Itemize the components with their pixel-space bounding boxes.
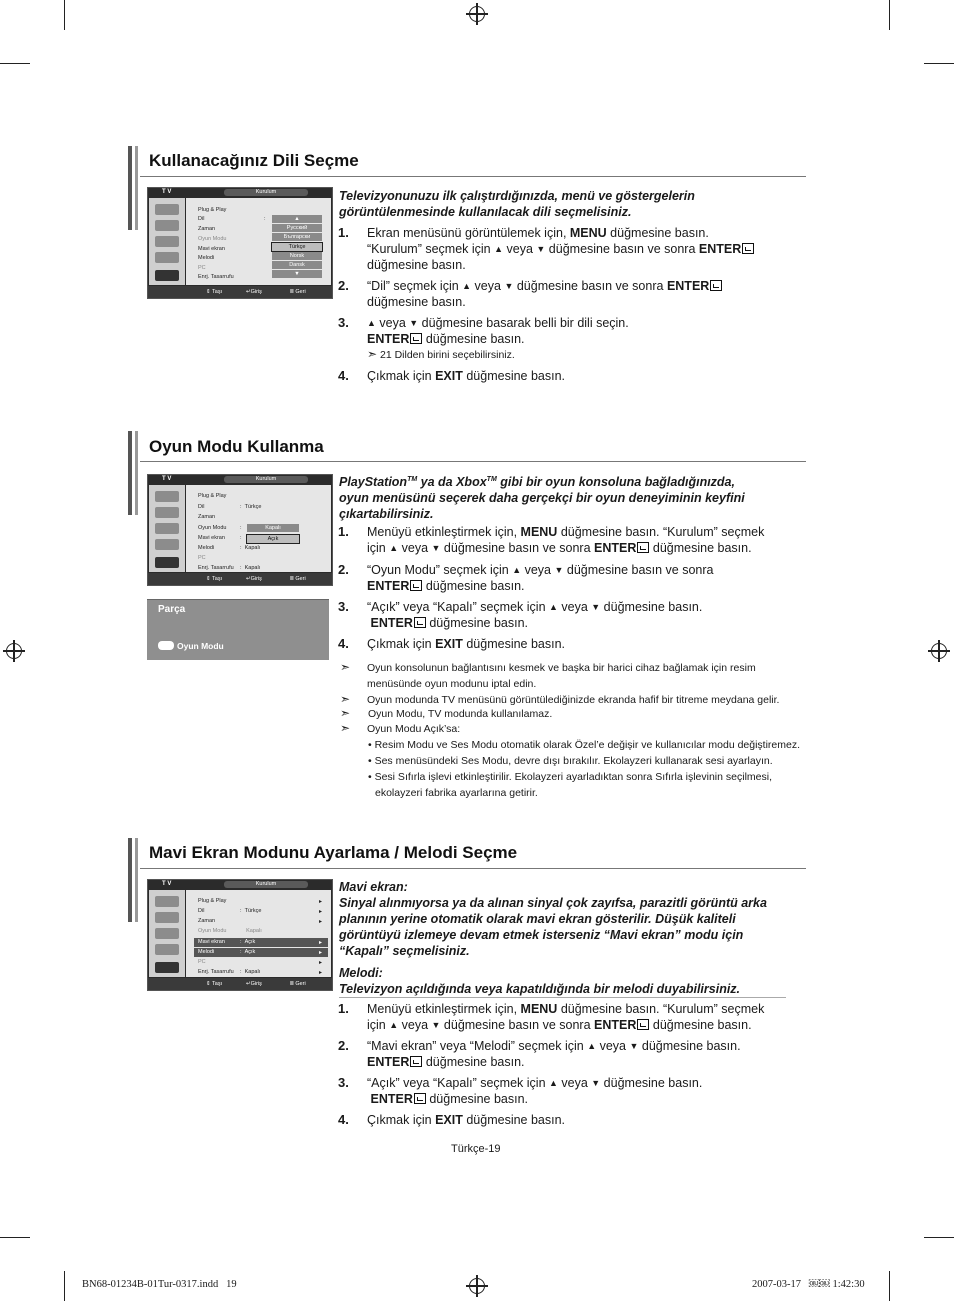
crop-mark: [924, 1237, 954, 1238]
menu-footer: [148, 286, 332, 298]
step-number: 4.: [338, 368, 349, 383]
menu-item: Zaman: [198, 514, 216, 520]
move-hint: ⇕ Taşı: [206, 576, 223, 582]
menu-item: Enrj. Tasarrufu: [198, 274, 234, 280]
menu-item: Zaman: [198, 226, 216, 232]
channel-icon: [155, 928, 179, 939]
scroll-up-icon: ▲: [272, 215, 322, 223]
bullet-item: • Ses menüsündeki Ses Modu, devre dışı bırakılır. Ekolayzeri kullanarak sesi ayarlayın.: [368, 755, 773, 767]
scroll-down-icon: ▼: [272, 270, 322, 278]
chevron-right-icon: ▸: [319, 919, 323, 925]
enter-icon: [410, 580, 422, 591]
enter-hint: ↵Giriş: [246, 289, 262, 295]
down-icon: ▼: [536, 244, 546, 254]
up-icon: ▲: [367, 318, 376, 328]
section-rule: [140, 176, 806, 177]
chevron-right-icon: ▸: [319, 960, 323, 966]
crop-mark: [0, 1237, 30, 1238]
language-option: Norsk: [272, 252, 322, 260]
menu-item: PC: [198, 959, 206, 965]
note-arrow-icon: ➣: [367, 347, 378, 361]
section-intro: Televizyonunuzu ilk çalıştırdığınızda, menü ve göstergelerin görüntülenmesinde kullanılacak dili seçmelisiniz.: [339, 189, 695, 219]
menu-item: PC: [198, 265, 206, 271]
section-marker: [135, 146, 138, 230]
menu-item: Oyun Modu: [198, 928, 227, 934]
up-icon: ▲: [462, 281, 472, 291]
language-option: Русский: [272, 224, 322, 232]
enter-icon: [637, 542, 649, 553]
picture-icon: [155, 204, 179, 215]
enter-icon: [742, 243, 754, 254]
note: [340, 706, 350, 721]
bullet-item: • Sesi Sıfırla işlevi etkinleştirilir. Ekolayzeri ayarladıktan sonra Sıfırla işlevinin seçilmesi,: [368, 771, 772, 783]
print-timestamp: 2007-03-17 ￼￼ 1:42:30: [752, 1279, 865, 1290]
tv-label: T V: [162, 189, 172, 195]
language-option: Dansk: [272, 261, 322, 269]
menu-item: Oyun Modu: [198, 236, 227, 242]
note-text: Oyun konsolunun bağlantısını kesmek ve başka bir harici cihaz bağlamak için resim: [367, 662, 756, 674]
note-arrow-icon: ➣: [340, 660, 351, 674]
colon: :: [240, 525, 242, 531]
down-icon: ▼: [431, 1020, 441, 1030]
step-number: 3.: [338, 315, 349, 330]
menu-item: Plug & Play: [198, 207, 227, 213]
step-number: 3.: [338, 599, 349, 614]
step-number: 2.: [338, 562, 349, 577]
melody-label: Melodi:: [339, 966, 383, 980]
input-icon: [155, 252, 179, 263]
menu-item: PC: [198, 555, 206, 561]
chevron-right-icon: ▸: [319, 899, 323, 905]
step-number: 2.: [338, 1038, 349, 1053]
down-icon: ▼: [554, 565, 564, 575]
menu-item: Zaman: [198, 918, 216, 924]
menu-footer: [148, 978, 332, 990]
section-title: Mavi Ekran Modunu Ayarlama / Melodi Seçme: [149, 843, 518, 862]
picture-icon: [155, 491, 179, 502]
tv-label: T V: [162, 881, 172, 887]
registration-mark-icon: [3, 640, 25, 662]
menu-value: : Türkçe: [240, 908, 262, 914]
enter-hint: ↵Giriş: [246, 981, 262, 987]
tv-menu-screenshot-blue-screen: [147, 879, 333, 991]
section-marker: [135, 838, 138, 922]
section-intro: [339, 879, 794, 997]
tv-menu-screenshot-language: [147, 187, 333, 299]
option-on-selected: Açık: [246, 534, 300, 544]
sound-icon: [155, 220, 179, 231]
registration-mark-icon: [928, 640, 950, 662]
sound-icon: [155, 507, 179, 518]
menu-item: Mavi ekran: [198, 246, 225, 252]
menu-icon-column: [149, 890, 185, 977]
menu-value: : Kapalı: [240, 545, 261, 551]
menu-footer: [148, 573, 332, 585]
colon: :: [264, 216, 266, 222]
picture-icon: [155, 896, 179, 907]
menu-panel: [186, 890, 331, 977]
crop-mark: [64, 0, 65, 30]
move-hint: ⇕ Taşı: [206, 981, 223, 987]
page-number: Türkçe-19: [451, 1143, 501, 1155]
registration-mark-icon: [466, 3, 488, 25]
menu-item: Dil: [198, 908, 205, 914]
crop-mark: [64, 1271, 65, 1301]
section-rule: [140, 461, 806, 462]
crop-mark: [889, 0, 890, 30]
note-arrow-icon: ➣: [340, 692, 351, 706]
sound-icon: [155, 912, 179, 923]
back-hint: Ⅲ Geri: [290, 289, 306, 295]
crop-mark: [924, 63, 954, 64]
up-icon: ▲: [549, 1078, 558, 1088]
down-icon: ▼: [591, 1078, 601, 1088]
menu-value: : Kapalı: [240, 969, 261, 975]
down-icon: ▼: [431, 543, 441, 553]
menu-panel: [186, 198, 331, 285]
step-number: 3.: [338, 1075, 349, 1090]
language-option-selected: Türkçe: [271, 242, 323, 252]
melody-text: Televizyon açıldığında veya kapatıldığında bir melodi duyabilirsiniz.: [339, 982, 741, 996]
enter-icon: [410, 1056, 422, 1067]
section-title: Oyun Modu Kullanma: [149, 437, 324, 456]
note-arrow-icon: ➣: [340, 721, 351, 735]
menu-item: Melodi: [198, 255, 215, 261]
setup-icon: [155, 557, 179, 568]
note-text: Oyun modunda TV menüsünü görüntülediğinizde ekranda hafif bir titreme meydana gelir.: [367, 694, 780, 706]
menu-item: Dil: [198, 504, 205, 510]
chevron-right-icon: ▸: [319, 970, 323, 976]
step-number: 1.: [338, 225, 349, 240]
menu-value: : Kapalı: [240, 565, 261, 571]
menu-item: Oyun Modu: [198, 525, 227, 531]
bullet-item-continued: ekolayzeri fabrika ayarlarına getirir.: [375, 787, 538, 799]
colon: :: [240, 535, 242, 541]
setup-icon: [155, 270, 179, 281]
enter-hint: ↵Giriş: [246, 576, 262, 582]
step-number: 4.: [338, 1112, 349, 1127]
down-icon: ▼: [504, 281, 514, 291]
menu-item: Melodi: [198, 949, 215, 955]
blue-screen-text: Sinyal alınmıyorsa ya da alınan sinyal çok zayıfsa, parazitli görüntü arka planının yerine otomatik olarak mavi ekran gösterilir. Düşük kaliteli görüntüyü izlemeye devam etmek isterseniz “Mavi ekran” modu için “Kapalı” seçmelisiniz.: [339, 896, 767, 958]
language-option: Български: [272, 233, 322, 241]
channel-icon: [155, 523, 179, 534]
menu-icon-column: [149, 198, 185, 285]
input-icon: [155, 944, 179, 955]
subsection-rule: [339, 997, 786, 998]
menu-value: : Türkçe: [240, 504, 262, 510]
down-icon: ▼: [629, 1041, 639, 1051]
back-hint: Ⅲ Geri: [290, 576, 306, 582]
chevron-right-icon: ▸: [319, 950, 323, 956]
option-off: Kapalı: [247, 524, 299, 532]
section-marker: [135, 431, 138, 515]
menu-title: Kurulum: [224, 881, 308, 888]
up-icon: ▲: [389, 1020, 399, 1030]
registration-mark-icon: [466, 1275, 488, 1297]
section-intro: PlayStation™ ya da Xbox™ gibi bir oyun konsoluna bağladığınızda, oyun menüsünü seçerek daha gerçekçi bir oyun deneyiminin keyfini çıkartabilirsiniz.: [339, 475, 745, 522]
enter-icon: [410, 333, 422, 344]
move-hint: ⇕ Taşı: [206, 289, 223, 295]
channel-icon: [155, 236, 179, 247]
up-icon: ▲: [494, 244, 504, 254]
section-title: Kullanacağınız Dili Seçme: [149, 151, 359, 170]
chevron-right-icon: ▸: [319, 909, 323, 915]
step-number: 2.: [338, 278, 349, 293]
enter-icon: [710, 280, 722, 291]
menu-value: Kapalı: [246, 928, 262, 934]
enter-icon: [414, 617, 426, 628]
crop-mark: [889, 1271, 890, 1301]
print-file-info: BN68-01234B-01Tur-0317.indd 19: [82, 1279, 237, 1290]
down-icon: ▼: [591, 602, 601, 612]
note-text: menüsünde oyun modunu iptal edin.: [367, 678, 537, 690]
down-icon: ▼: [409, 318, 419, 328]
menu-title: Kurulum: [224, 189, 308, 196]
up-icon: ▲: [512, 565, 522, 575]
menu-item: Enrj. Tasarrufu: [198, 565, 234, 571]
menu-item: Mavi ekran: [198, 939, 225, 945]
section-marker: [128, 838, 132, 922]
panel-title: Parça: [158, 604, 186, 615]
note-text: Oyun Modu, TV modunda kullanılamaz.: [368, 708, 553, 720]
up-icon: ▲: [587, 1041, 597, 1051]
note: [340, 660, 350, 675]
input-icon: [155, 539, 179, 550]
menu-item: Mavi ekran: [198, 535, 225, 541]
menu-value: : Açık: [240, 939, 256, 945]
menu-value: : Açık: [240, 949, 256, 955]
menu-icon-column: [149, 485, 185, 572]
crop-mark: [0, 63, 30, 64]
menu-item: Plug & Play: [198, 493, 227, 499]
note: [340, 692, 350, 707]
menu-item: Melodi: [198, 545, 215, 551]
gamepad-icon: [158, 641, 174, 650]
section-rule: [140, 868, 806, 869]
blue-screen-label: Mavi ekran:: [339, 880, 408, 894]
menu-item: Dil: [198, 216, 205, 222]
enter-icon: [637, 1019, 649, 1030]
chevron-right-icon: ▸: [319, 940, 323, 946]
bullet-item: • Resim Modu ve Ses Modu otomatik olarak Özel’e değişir ve kullanıcılar modu değiştiremez.: [368, 739, 801, 751]
menu-panel: [186, 485, 331, 572]
note-arrow-icon: ➣: [340, 706, 351, 720]
menu-item: Plug & Play: [198, 898, 227, 904]
up-icon: ▲: [549, 602, 558, 612]
up-icon: ▲: [389, 543, 399, 553]
tv-label: T V: [162, 476, 172, 482]
step-number: 1.: [338, 524, 349, 539]
menu-title: Kurulum: [224, 476, 308, 483]
back-hint: Ⅲ Geri: [290, 981, 306, 987]
note: [340, 721, 350, 736]
tv-menu-screenshot-game-mode: [147, 474, 333, 586]
note-text: Oyun Modu Açık’sa:: [367, 723, 461, 735]
menu-item: Enrj. Tasarrufu: [198, 969, 234, 975]
game-mode-panel: [147, 599, 329, 660]
section-marker: [128, 431, 132, 515]
game-mode-item: Oyun Modu: [158, 641, 224, 651]
step-number: 4.: [338, 636, 349, 651]
enter-icon: [414, 1093, 426, 1104]
setup-icon: [155, 962, 179, 973]
step-number: 1.: [338, 1001, 349, 1016]
section-marker: [128, 146, 132, 230]
